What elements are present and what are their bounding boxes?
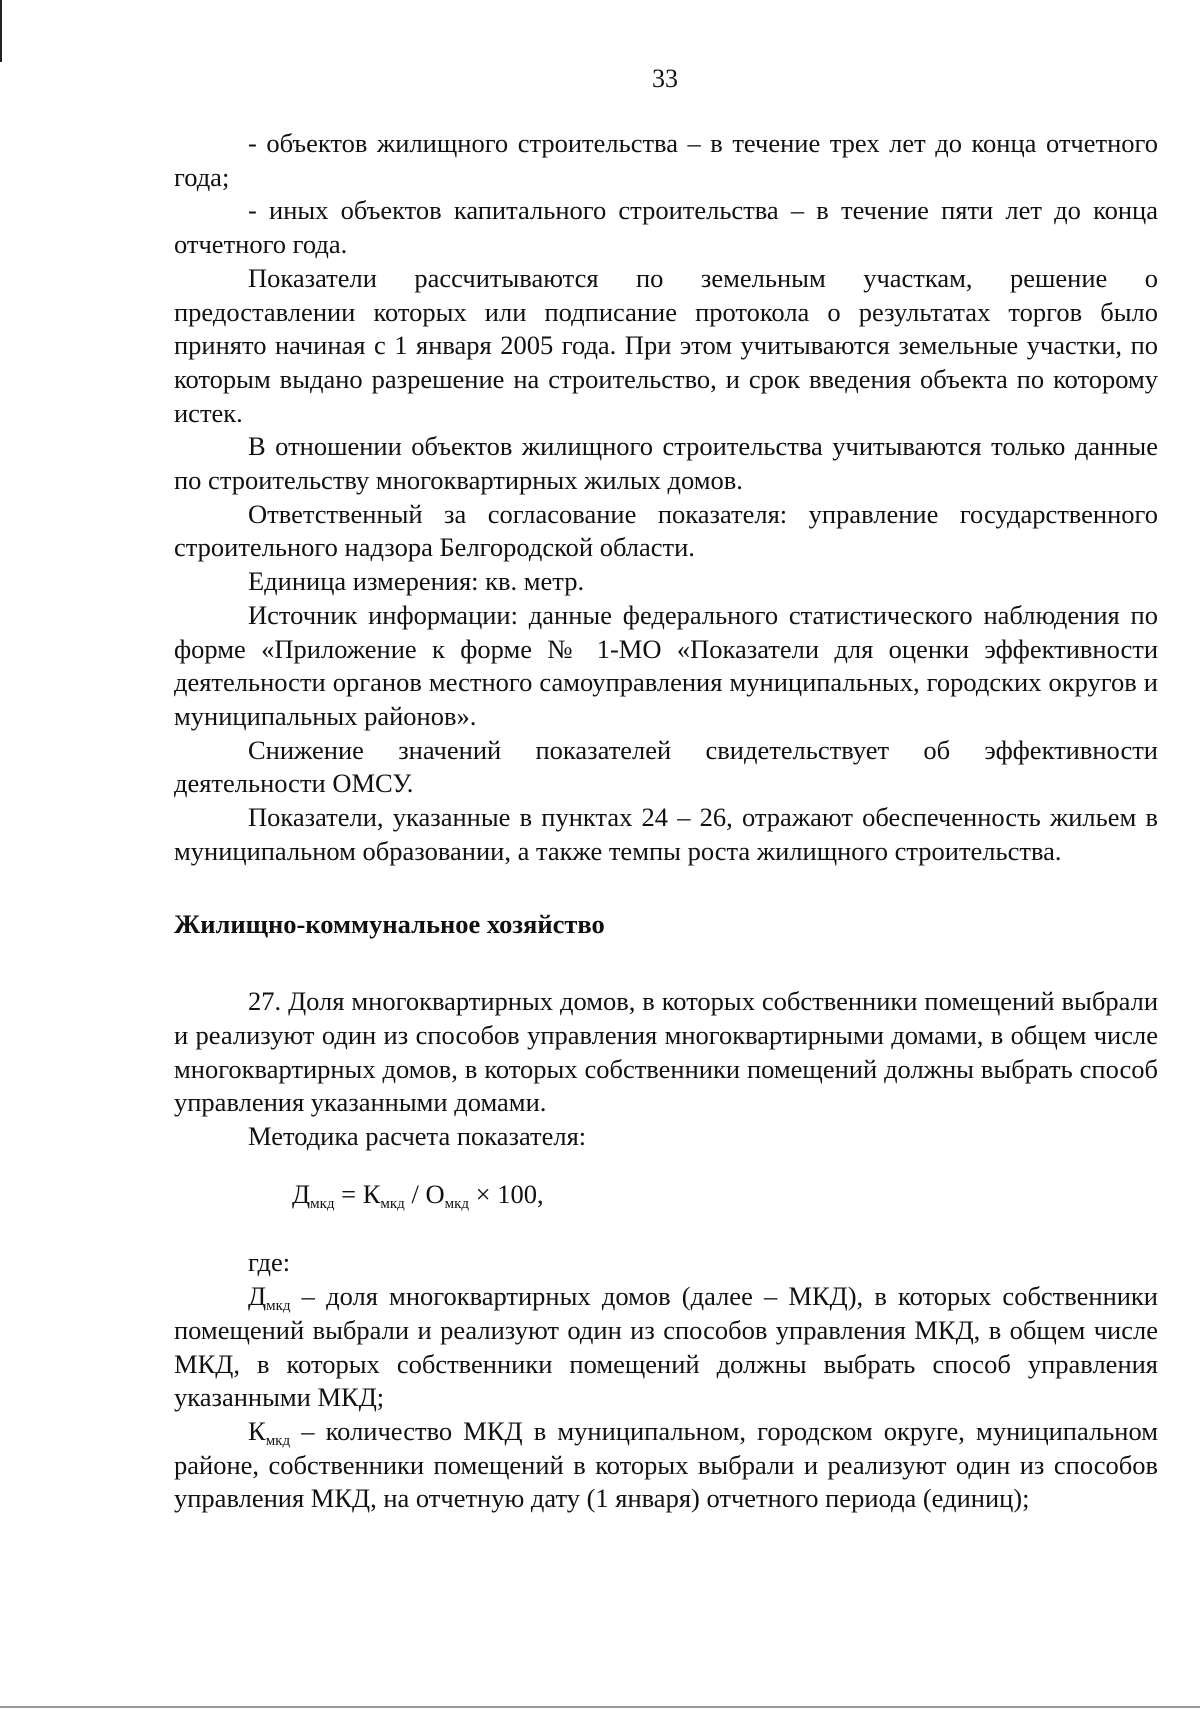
scan-bottom-line — [0, 1706, 1200, 1708]
paragraph: В отношении объектов жилищного строительства учитываются только данные по строительству многоквартирных жилых домов. — [174, 431, 1158, 496]
paragraph: Показатели рассчитываются по земельным участкам, решение о предоставлении которых или подписание протокола о результатах торгов было принято начиная с 1 января 2005 года. При этом учитываются земельные участки, по которым выдано разрешение на строительство, и срок введения объекта по которому истек. — [174, 262, 1158, 428]
scan-edge-mark — [0, 0, 2, 62]
formula-o-sub: мкд — [444, 1195, 469, 1212]
definition-d — [174, 1280, 1158, 1415]
definition-d-symbol: Д — [248, 1281, 267, 1312]
item-27-paragraph: 27. Доля многоквартирных домов, в которых собственники помещений выбрали и реализуют один из способов управления многоквартирными домами, в общем числе многоквартирных домов, в которых собственники помещений должны выбрать способ управления указанными домами. — [174, 986, 1158, 1118]
document-body — [174, 127, 1158, 1516]
definition-k-sub: мкд — [265, 1432, 291, 1449]
methodology-label: Методика расчета показателя: — [248, 1120, 587, 1151]
paragraph: Ответственный за согласование показателя: управление государственного строительного надзора Белгородской области. — [174, 498, 1158, 563]
definition-d-text: – доля многоквартирных домов (далее – МКД), в которых собственники помещений выбрали и реализуют один из способов управления МКД, в общем числе МКД, в которых собственники помещений должны выбрать способ управления указанными МКД; — [174, 1281, 1158, 1413]
formula-d-sub: мкд — [310, 1195, 335, 1212]
paragraph: Показатели, указанные в пунктах 24 – 26, отражают обеспеченность жильем в муниципальном образовании, а также темпы роста жилищного строительства. — [174, 802, 1158, 866]
section-heading: Жилищно-коммунальное хозяйство — [174, 909, 605, 940]
paragraph: Единица измерения: кв. метр. — [248, 566, 585, 597]
paragraph: - объектов жилищного строительства – в течение трех лет до конца отчетного года; — [174, 128, 1158, 192]
paragraph: Источник информации: данные федерального статистического наблюдения по форме «Приложение к форме № 1-МО «Показатели для оценки эффективности деятельности органов местного самоуправления муниципальных, городских округов и муниципальных районов». — [174, 599, 1158, 731]
formula-tail: × 100, — [469, 1178, 544, 1209]
definition-k-text: – количество МКД в муниципальном, городском округе, муниципальном районе, собственники помещений в которых выбрали и реализуют один из способов управления МКД, на отчетную дату (1 января) отчетного периода (единиц); — [174, 1415, 1158, 1514]
paragraph: - иных объектов капитального строительства – в течение пяти лет до конца отчетного года. — [174, 195, 1158, 260]
formula-slash: / — [404, 1178, 426, 1209]
formula-k: К — [362, 1178, 381, 1209]
definition-k-symbol: К — [248, 1415, 266, 1446]
formula-o: О — [425, 1178, 445, 1209]
formula — [292, 1178, 1158, 1212]
definition-d-sub: мкд — [266, 1298, 291, 1315]
formula-k-sub: мкд — [380, 1195, 405, 1212]
page-number: 33 — [652, 64, 678, 93]
formula-eq: = — [334, 1178, 363, 1209]
paragraph: Снижение значений показателей свидетельствует об эффективности деятельности ОМСУ. — [174, 734, 1158, 799]
where-label: где: — [248, 1247, 291, 1278]
formula-d: Д — [292, 1178, 311, 1209]
definition-k — [174, 1415, 1158, 1516]
